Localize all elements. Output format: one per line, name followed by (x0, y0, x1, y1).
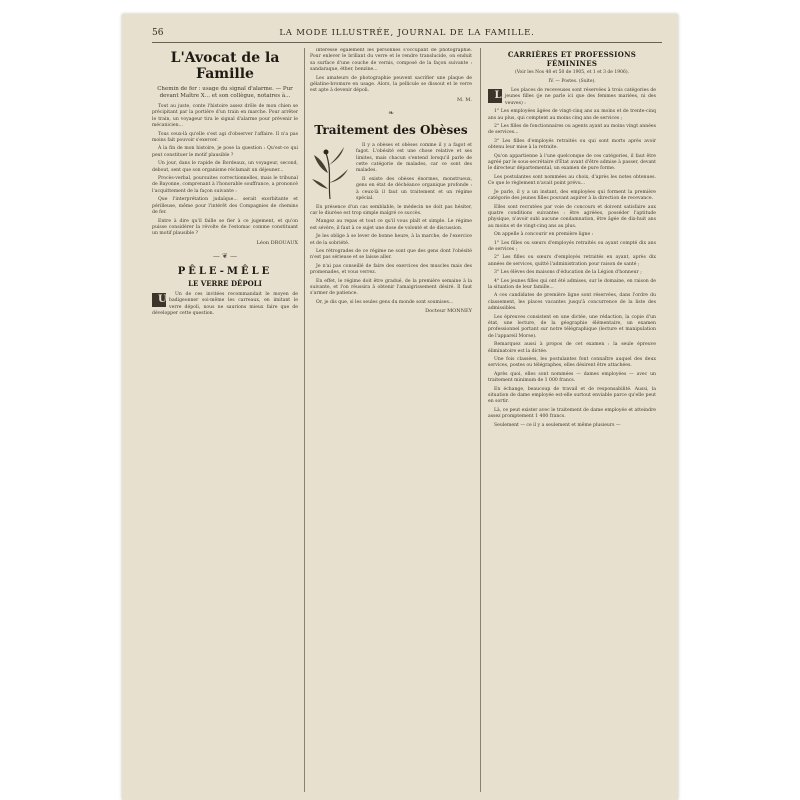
paragraph: 2° Les filles de fonctionnaires ou agents ayant au moins vingt années de services... (488, 124, 656, 136)
paragraph: Il y a obèses et obèses comme il y a fagot et fagot. L'obésité est une chose relative et ses limites, mais chacun s'entend lorsqu'il parle de cette catégorie de malades, car ce sont des malades. (356, 142, 472, 174)
article-reference: (Voir les Nos 48 et 50 de 1905, et 1 et 3 de 1906). (514, 70, 630, 75)
paragraph: Elles sont recrutées par voie de concours et doivent satisfaire aux quatre conditions suivantes : être agréées, posséder l'aptitude physique, n'avoir subi aucune condamnation, être âgée de dix-huit ans au moins et de vingt-cinq ans au plus. (488, 204, 656, 229)
paragraph: Entre à dire qu'il faille se fier à ce jugement, et qu'on puisse considérer la révolte de l'estomac comme constituant un motif plausible ? (152, 218, 298, 237)
paragraph: Procès-verbal, poursuites correctionnelles, mais le tribunal de Bayonne, comprenant à l'honorable souffrance, a prononcé l'acquittement de la façon suivante : (152, 176, 298, 194)
section-label: IV. — Postes. (Suite). (548, 79, 596, 84)
paragraph: Tous ceux-là qu'elle s'est agi d'observer l'affaire. Il n'a pas moins fait pouvoir s'exercer. (152, 131, 298, 144)
paragraph: À la fin de mon histoire, je pose la question : Qu'est-ce qui peut constituer le motif plausible ? (152, 146, 298, 158)
paragraph: En effet, le régime doit être gradué, de la première semaine à la suivante, et l'on réussira à obtenir l'amaigrissement désiré. Il faut s'armer de patience. (310, 278, 472, 297)
signature-monney: Docteur MONNEY (425, 308, 472, 315)
journal-title: LA MODE ILLUSTRÉE, JOURNAL DE LA FAMILLE. (279, 28, 535, 38)
column-right (488, 48, 656, 792)
plant-illustration (310, 143, 352, 201)
paragraph: L Les places de receveuses sont réservées à trois catégories de jeunes filles (je ne parle ici que des femmes mariées, ni des veuves) : (488, 88, 656, 107)
paragraph: Là, ce peut exister avec le traitement de dame employée et atteindre assez promptement 1 400 francs. (488, 407, 656, 420)
paragraph: Je les oblige à se lever de bonne heure, à la marche, de l'exercice et de la sobriété. (310, 234, 472, 246)
ornament-divider: ❧ (388, 108, 394, 117)
paragraph: Il existe des obèses énormes, monstrueux, gens en état de déchéance organique profonde : à ceux-là il faut un traitement et un régime spécial. (356, 176, 472, 202)
paragraph: Remarquez aussi à propos de cet examen : la seule épreuve éliminatoire est la dictée. (488, 342, 656, 354)
paragraph: 3° Les élèves des maisons d'éducation de la Légion d'honneur ; (494, 270, 642, 276)
paragraph: Après quoi, elles sont nommées — dames employées — avec un traitement minimum de 1 000 francs. (488, 371, 656, 384)
paragraph: Les postulantes sont nommées au choix, d'après les notes obtenues. Ce que le règlement n'avait point prévu... (488, 174, 656, 187)
paragraph: Mangez au repas et tout ce qu'il vous plaît et simple. Le régime est sévère, il faut à ce sujet une dose de volonté et de discussion. (310, 219, 472, 231)
article-title-obeses: Traitement des Obèses (314, 122, 468, 137)
page-header (152, 28, 662, 43)
article-title-avocat: L'Avocat de la Famille (170, 50, 280, 82)
paragraph: 1° Les filles ou sœurs d'employés retraités ou ayant compté dix ans de services ; (488, 240, 656, 252)
newspaper-page (122, 14, 678, 800)
column-rule (304, 48, 305, 792)
paragraph: Je parle, il y a un instant, des employées qui forment la première catégorie des jeunes filles pouvant aspirer à la direction de recevance. (488, 189, 656, 202)
column-rule (480, 48, 481, 792)
paragraph: 4° Les jeunes filles qui ont été admises, sur le domaine, en raison de la situation de leur famille... (488, 278, 656, 290)
paragraph: Que l'interprétation judaïque... serait exorbitante et périlleuse, même pour l'intérêt des Compagnies de chemins de fer. (152, 197, 298, 216)
paragraph: Seulement — ce il y a seulement et même plusieurs — (494, 422, 621, 428)
paragraph: Une fois classées, les postulantes font connaître auquel des deux services, postes ou télégraphes, elles désirent être attachées. (488, 357, 656, 369)
paragraph: Les amateurs de photographie peuvent sacrifier une plaque de gélatine-bromure en usage. Alors, la pellicule se dissout et le verre est apte à devenir dépoli. (310, 75, 472, 94)
ornament-divider: — ❦ — (212, 251, 238, 260)
page-number: 56 (152, 28, 164, 38)
column-left (152, 48, 298, 792)
paragraph: Les épreuves consistent en une dictée, une rédaction, la copie d'un état, une lecture, de la géographie élémentaire, un examen professionnel portant sur notre télégraphique (lecture et manipulation de l'appareil Morse). (488, 314, 656, 339)
signature-drouaux: Léon DROUAUX (256, 239, 298, 246)
paragraph: 1° Les employées âgées de vingt-cinq ans au moins et de trente-cinq ans au plus, qui comptent au moins cinq ans de services ; (488, 109, 656, 121)
column-middle (310, 48, 472, 792)
paragraph: U Un de ces invitées recommandait le moyen de badigeonner soi-même les carreaux, en imitant le verre dépoli, nous ne saurions mieux faire que de développer cette question. (152, 291, 298, 316)
paragraph: 3° Les filles d'employés retraités ou qui sont morts après avoir obtenu leur mise à la retraite. (488, 138, 656, 151)
signature-mm: M. M. (456, 96, 472, 103)
dropcap: L (488, 89, 502, 103)
paragraph: Un jour, dans le rapide de Bordeaux, un voyageur, second, debout, sent que son organisme réclamait un déjeuner... (152, 161, 298, 173)
paragraph: Or, je dis que, si les seules gens du monde sont soumises... (316, 299, 454, 305)
paragraph: Je n'ai pas conseillé de faire des exercices des muscles mais des promenades, et vous verrez. (310, 263, 472, 276)
paragraph: Les rétrogrades de ce régime ne sont que des gens dont l'obésité n'est pas sérieuse et se laisse aller. (310, 248, 472, 261)
paragraph: Qu'on appartienne à l'une quelconque de ces catégories, il faut être agréé par le sous-secrétaire d'État avant d'être admise à passer, devant le directeur départemental, un examen de pure forme. (488, 153, 656, 172)
paragraph: En présence d'un cas semblable, le médecin ne doit pas hésiter, car le diurèse est trop simple malgré ce succès. (310, 204, 472, 216)
article-subtitle-avocat: Chemin de fer : usage du signal d'alarme. — Pur devant Maître X... et son collègue, notaires à... (157, 86, 293, 99)
paragraph: On appelle à concourir en première ligne : (494, 232, 594, 238)
section-subtitle-verre-depoli: LE VERRE DÉPOLI (188, 278, 262, 288)
paragraph: 2° Les filles ou sœurs d'employés retraités en ayant, après dix années de services, quitté l'administration pour raison de santé ; (488, 255, 656, 267)
dropcap: U (152, 293, 166, 307)
paragraph: intéresse également les personnes s'occupant de photographie. Pour enlever le brillant du verre et le rendre translucide, on enduit sa surface d'une couche de vernis, composé de la façon suivante : sandaraque, éther, benzine... (310, 48, 472, 73)
paragraph: Tout au juste, conte l'histoire assez drôle de mon chien se précipitant par la portière d'un train en marche. Pour arrêter le train, un voyageur tira le signal d'alarme pour prévenir le mécanicien... (152, 104, 298, 129)
section-title-pele-mele: PÊLE-MÊLE (177, 265, 273, 277)
article-title-carrieres: CARRIÈRES ET PROFESSIONS FÉMININES (507, 50, 637, 68)
paragraph: A ces candidates de première ligne sont réservées, dans l'ordre du classement, les places vacantes jusqu'à concurrence de la liste des admissibles. (488, 293, 656, 312)
paragraph: En échange, beaucoup de travail et de responsabilité. Aussi, la situation de dame employée est-elle surtout enviable parce qu'elle peut en sortir. (488, 386, 656, 405)
